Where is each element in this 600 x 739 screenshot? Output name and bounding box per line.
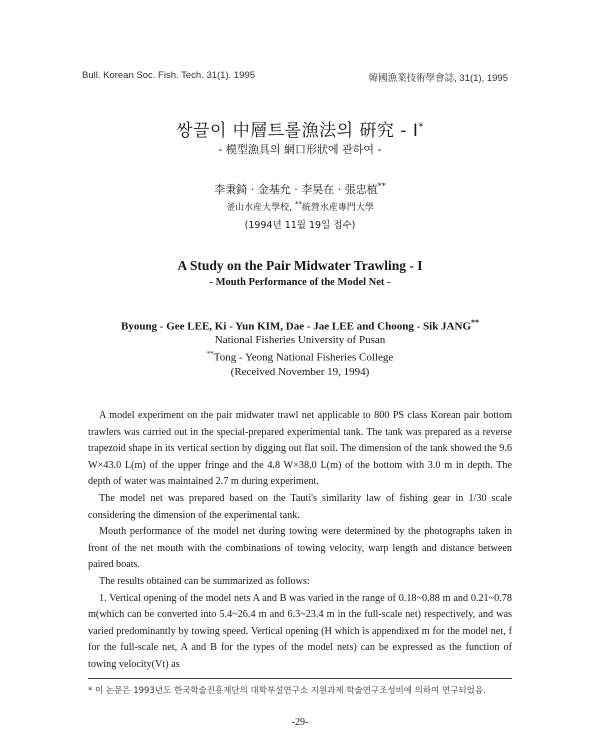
english-authors-names: Byoung - Gee LEE, Ki - Yun KIM, Dae - Jae LEE and Choong - Sik JANG: [120, 320, 472, 333]
abstract-paragraph-5: 1. Vertical opening of the model nets A and B was varied in the range of 0.18~0.88 m and 0.21~0.78 m(which can be converted into 5.4~26.4 m and 6.3~23.4 m in the full-scale net) respectively, and was varied predominantly by towing speed. Vertical opening (H which is appendixed m for the model net, f for the full-scale net, A and B for the types of the model nets) can be expressed as the function of towing velocity(Vt) as: [88, 592, 512, 670]
english-subtitle: - Mouth Performance of the Model Net -: [209, 277, 391, 288]
footnote-divider: [88, 678, 512, 679]
korean-received-date: (1994년 11월 19일 접수): [244, 220, 356, 231]
english-received-date: (Received November 19, 1994): [230, 366, 370, 378]
korean-affiliation-mark: **: [294, 200, 302, 208]
english-affiliation-2: [0, 350, 600, 364]
korean-authors: [0, 181, 600, 197]
abstract-paragraph-3: Mouth performance of the model net during towing were determined by the photographs taken in front of the net mouth with the combinations of towing velocity, warp length and distance between paired boats.: [88, 526, 512, 571]
abstract-paragraph-1: A model experiment on the pair midwater trawl net applicable to 800 PS class Korean pair bottom trawlers was carried out in the special-prepared experimental tank. The tank was prepared as a reverse trapezoid shape in its vertical section by digging out flat soil. The dimension of the tank showed the 9.6 W×43.0 L(m) of the upper fringe and the 4.8 W×38.0 L(m) of the bottom with 3.0 m in depth. The depth of water was maintained 2.7 m during experiment.: [88, 410, 512, 488]
english-authors: [0, 318, 600, 333]
korean-subtitle: - 模型漁具의 網口形狀에 관하여 -: [218, 143, 382, 156]
english-authors-mark: **: [471, 318, 480, 327]
journal-header-korean: 韓國漁業技術學會誌, 31(1), 1995: [368, 73, 508, 84]
korean-title: [0, 116, 600, 141]
abstract-body: [88, 408, 512, 674]
abstract-paragraph-4: The results obtained can be summarized as follows:: [99, 575, 310, 587]
korean-authors-mark: **: [377, 181, 386, 191]
page-number: -29-: [291, 717, 309, 728]
english-affiliation-2-text: Tong - Yeong National Fisheries College: [213, 351, 394, 364]
korean-title-text: 쌍끌이 中層트롤漁法의 硏究 - I: [176, 121, 419, 141]
korean-affiliation-2: 統營水産專門大學: [301, 203, 374, 213]
korean-title-footnote-mark: *: [418, 121, 424, 133]
korean-authors-names: 李秉錡 · 金基允 · 李昊在 · 張忠植: [214, 183, 378, 196]
korean-affiliation-1: 釜山水産大學校,: [226, 203, 295, 213]
english-affiliation-mark: **: [206, 350, 214, 358]
journal-header-english: Bull. Korean Soc. Fish. Tech. 31(1). 1995: [82, 70, 256, 81]
english-title: A Study on the Pair Midwater Trawling - I: [177, 258, 423, 273]
footnote: * 이 논문은 1993년도 한국학술진흥재단의 대학부설연구소 지원과제 학술연구조성비에 의하여 연구되었음.: [88, 686, 486, 696]
english-affiliation-1: National Fisheries University of Pusan: [214, 334, 386, 346]
abstract-paragraph-2: The model net was prepared based on the Tauti's similarity law of fishing gear in 1/30 scale considering the dimension of the experimental tank.: [88, 492, 512, 521]
korean-affiliations: [0, 200, 600, 213]
